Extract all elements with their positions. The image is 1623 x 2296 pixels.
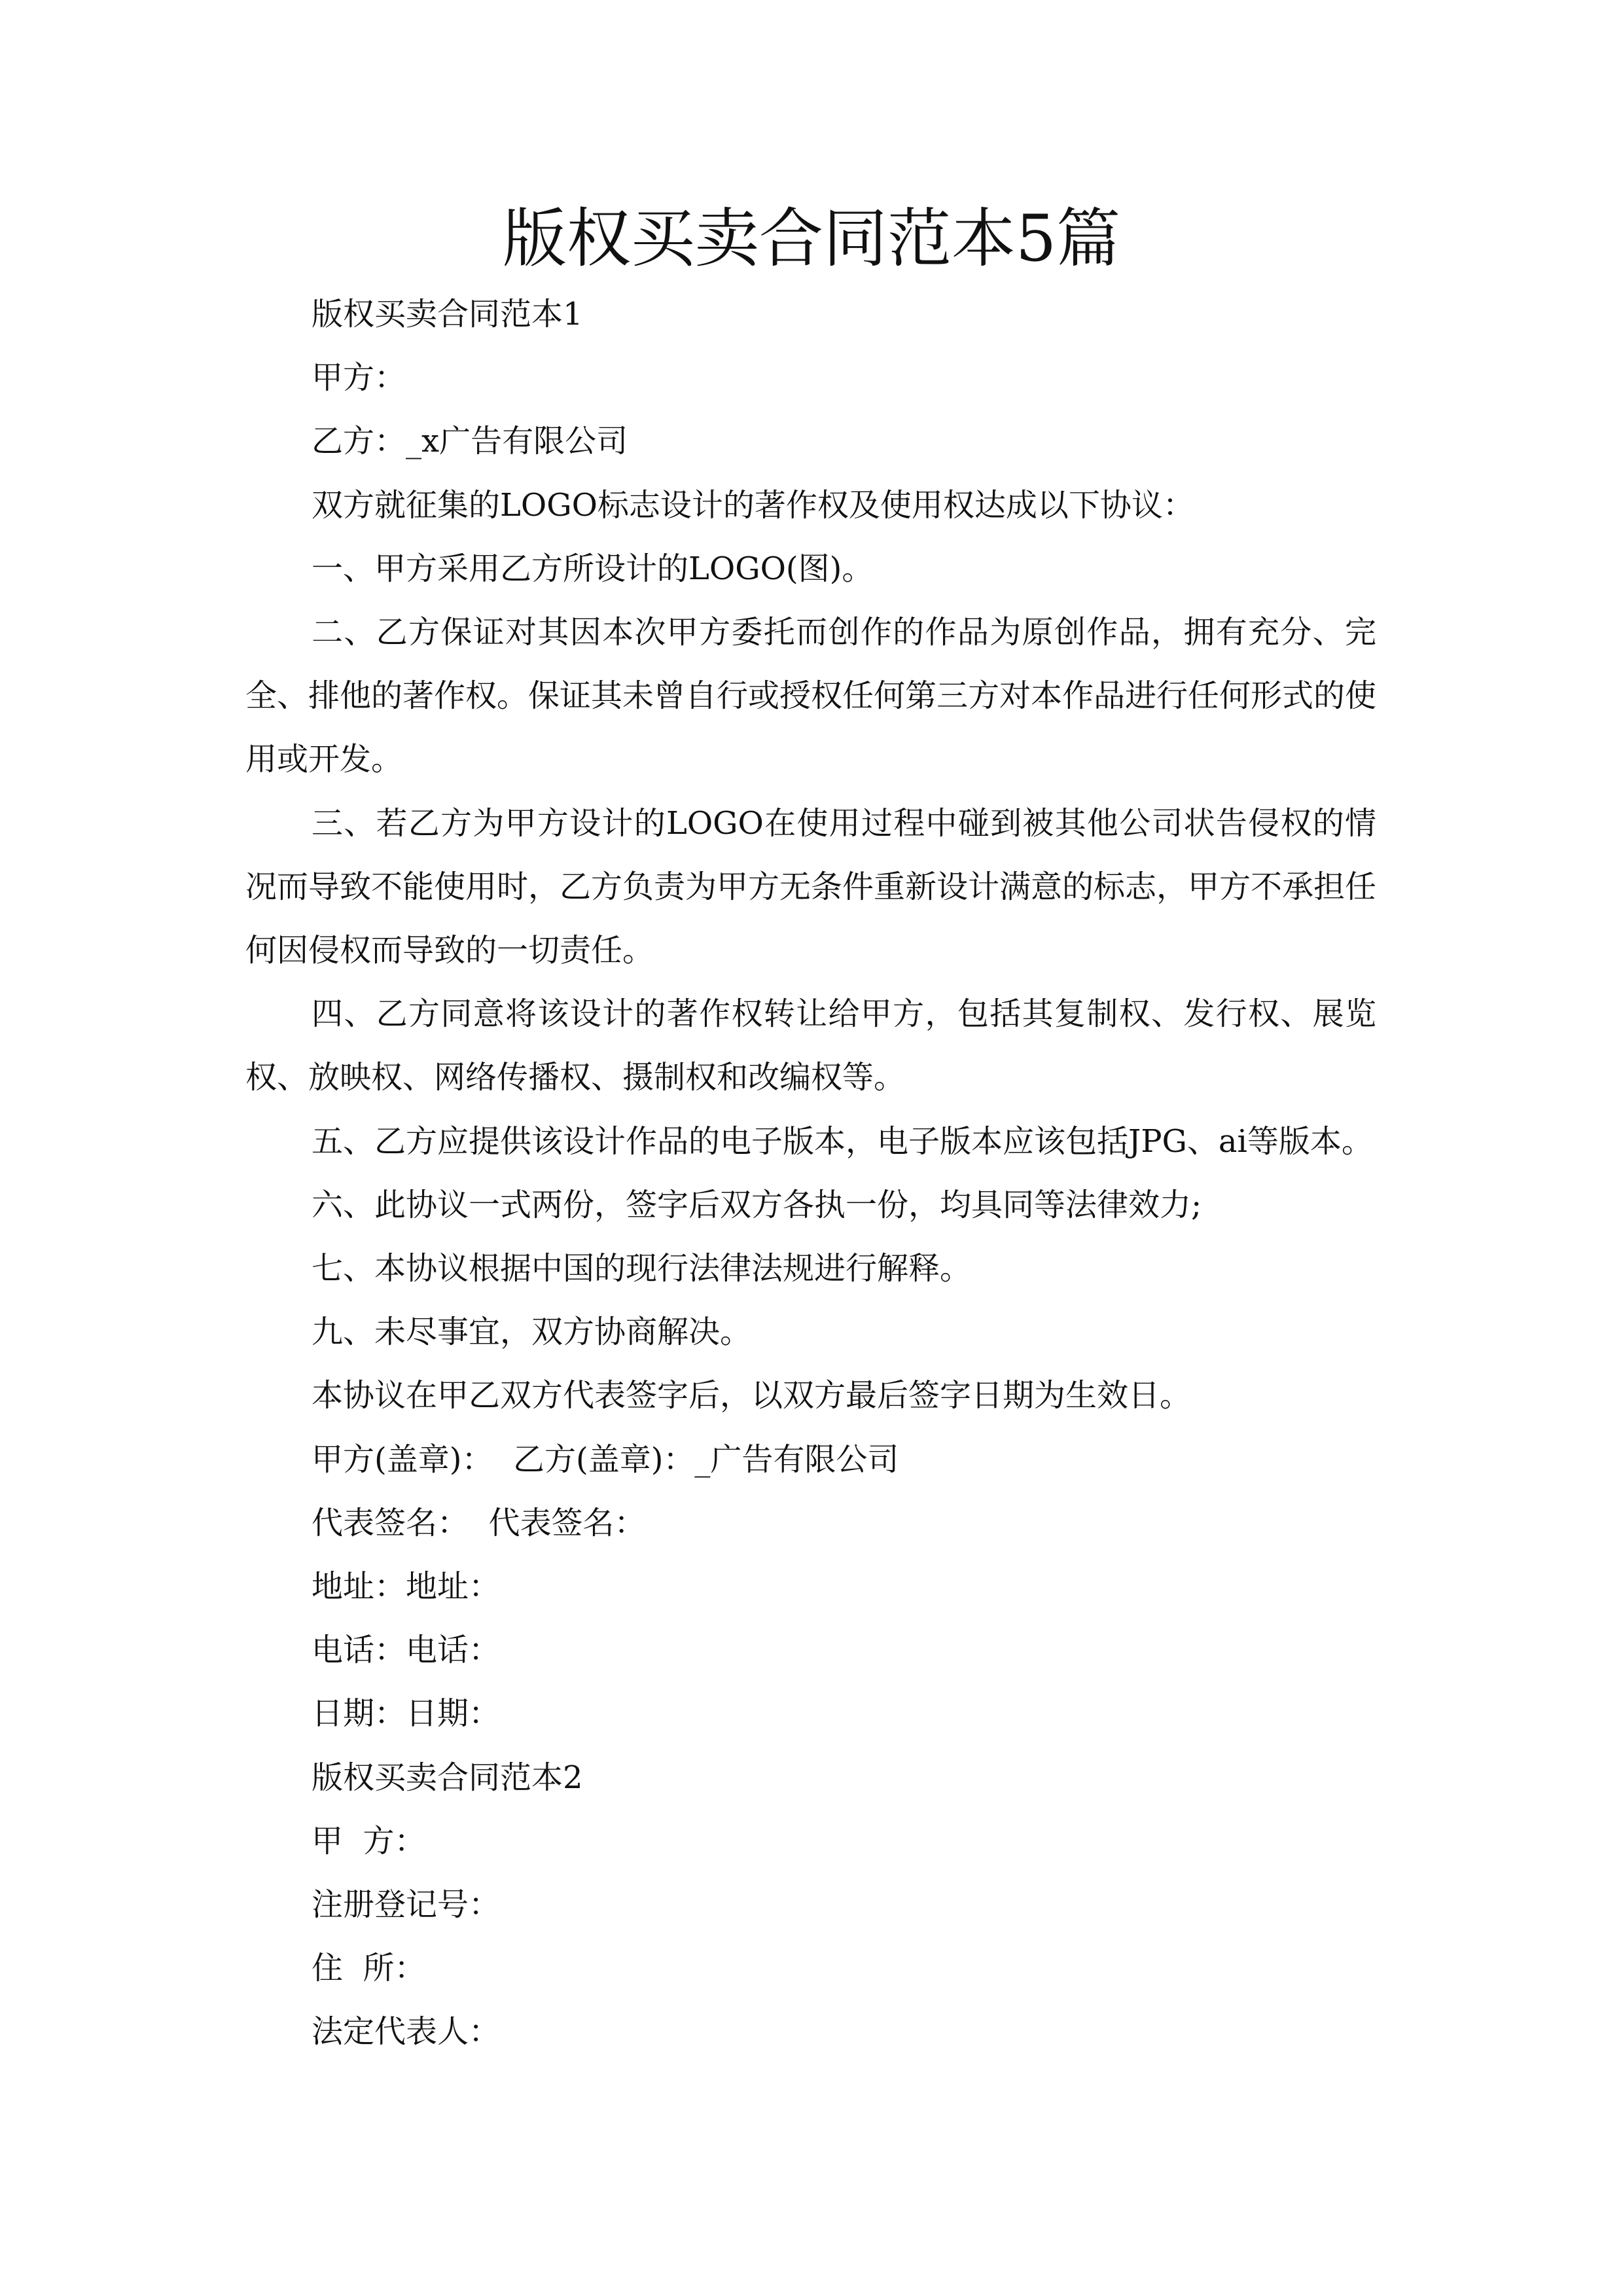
paragraph: 四、乙方同意将该设计的著作权转让给甲方，包括其复制权、发行权、展览权、放映权、网络传播权、摄制权和改编权等。 — [245, 996, 1376, 1096]
paragraph: 甲方(盖章)： 乙方(盖章)：_广告有限公司 — [312, 1441, 899, 1478]
document-title: 版权买卖合同范本5篇 — [502, 202, 1121, 276]
paragraph: 本协议在甲乙双方代表签字后，以双方最后签字日期为生效日。 — [312, 1377, 1192, 1414]
paragraph: 乙方：_x广告有限公司 — [312, 423, 628, 460]
paragraph: 住 所： — [312, 1950, 426, 1987]
paragraph: 双方就征集的LOGO标志设计的著作权及使用权达成以下协议： — [312, 486, 1194, 524]
paragraph: 代表签名： 代表签名： — [312, 1504, 646, 1541]
paragraph: 一、甲方采用乙方所设计的LOGO(图)。 — [312, 550, 874, 587]
document-body — [245, 283, 1376, 2064]
paragraph: 二、乙方保证对其因本次甲方委托而创作的作品为原创作品，拥有充分、完全、排他的著作权。保证其未曾自行或授权任何第三方对本作品进行任何形式的使用或开发。 — [245, 614, 1377, 778]
paragraph: 九、未尽事宜，双方协商解决。 — [312, 1314, 752, 1351]
paragraph: 六、此协议一式两份，签字后双方各执一份，均具同等法律效力; — [312, 1186, 1202, 1223]
paragraph: 五、乙方应提供该设计作品的电子版本，电子版本应该包括JPG、ai等版本。 — [312, 1122, 1373, 1160]
paragraph: 七、本协议根据中国的现行法律法规进行解释。 — [312, 1250, 972, 1287]
paragraph: 地址：地址： — [312, 1568, 501, 1605]
paragraph: 法定代表人： — [312, 2013, 501, 2051]
paragraph: 电话：电话： — [312, 1632, 501, 1669]
paragraph: 三、若乙方为甲方设计的LOGO在使用过程中碰到被其他公司状告侵权的情况而导致不能使用时，乙方负责为甲方无条件重新设计满意的标志，甲方不承担任何因侵权而导致的一切责任。 — [245, 804, 1377, 969]
paragraph: 甲方： — [312, 359, 406, 397]
paragraph: 甲 方： — [312, 1822, 426, 1859]
paragraph: 注册登记号： — [312, 1886, 501, 1924]
paragraph: 版权买卖合同范本1 — [312, 296, 583, 332]
paragraph: 日期：日期： — [312, 1695, 501, 1732]
paragraph: 版权买卖合同范本2 — [312, 1759, 583, 1796]
